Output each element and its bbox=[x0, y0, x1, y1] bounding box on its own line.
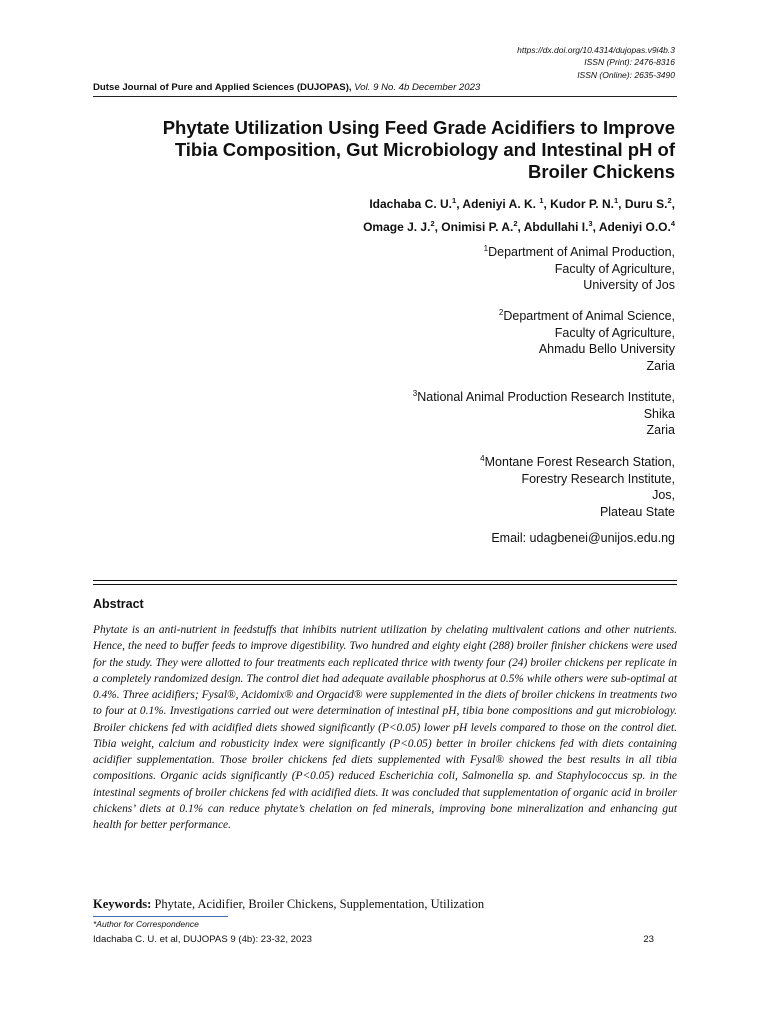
author: Idachaba C. U.$^1$, bbox=[369, 196, 463, 211]
correspondence-email[interactable]: Email: udagbenei@unijos.edu.ng bbox=[491, 531, 675, 545]
journal-volume: Vol. 9 No. 4b December 2023 bbox=[354, 82, 481, 93]
author: Kudor P. N.$^1$, bbox=[550, 196, 625, 211]
footer-citation: Idachaba C. U. et al, DUJOPAS 9 (4b): 23-32, 2023 bbox=[93, 934, 312, 945]
abstract-body: Phytate is an anti-nutrient in feedstuffs that inhibits nutrient utilization by chelating multivalent cations and other nutrients. Hence, the need to buffer feeds to improve digestibility. Two hundred and eighty eight (288) broiler finisher chickens were used for the study. They were allotted to four treatments each replicated thrice with twenty four (24) broiler chickens per replicate in a completely randomized design. The control diet had adequate available phosphorus at 0.5% while others were sub-optimal at 0.4%. Three acidifiers; Fysal®, Acidomix® and Orgacid® were supplemented in the diets of broiler chickens in treatments two to four at 0.1%. Investigations carried out were determination of intestinal pH, tibia bone compositions and gut microbiology. Broiler chickens fed with acidified diets showed significantly (P<0.05) lower pH levels compared to those on the control diet. Tibia weight, calcium and robusticity index were significantly (P<0.05) better in broiler chickens fed with diets containing acidifier supplementation. Those broiler chickens fed diets supplemented with Fysal® showed the best results in all tibia compositions. Organic acids significantly (P<0.05) reduced Escherichia coli, Salmonella sp. and Staphylococcus sp. in the intestinal segments of broiler chickens fed with acidified diets. It was concluded that supplementation of organic acid in broiler chickens’ diets at 0.1% can reduce phytate’s chelation on fed minerals, improving bone mineralization and enhancing gut health for better performance. bbox=[93, 624, 677, 831]
issn-online: ISSN (Online): 2635-3490 bbox=[577, 69, 675, 80]
publication-meta bbox=[517, 44, 675, 81]
author-list bbox=[115, 191, 675, 237]
author: Onimisi P. A.$^2$, bbox=[441, 219, 524, 234]
author: Adeniyi A. K. $^1$, bbox=[462, 196, 551, 211]
author: Adeniyi O.O.$^4$ bbox=[598, 219, 675, 234]
footnote-rule bbox=[93, 916, 228, 917]
author: Duru S.$^2$, bbox=[624, 196, 675, 211]
doi-link[interactable]: https://dx.doi.org/10.4314/dujopas.v9i4b.3 bbox=[517, 45, 675, 55]
issn-print: ISSN (Print): 2476-8316 bbox=[584, 57, 675, 68]
page-number: 23 bbox=[643, 934, 654, 945]
paper-title: Phytate Utilization Using Feed Grade Acidifiers to Improve Tibia Composition, Gut Microbiology and Intestinal pH of Broiler Chickens bbox=[162, 117, 675, 182]
author: Omage J. J.$^2$, bbox=[363, 219, 442, 234]
footnote: *Author for Correspondence bbox=[93, 919, 199, 929]
journal-header bbox=[93, 82, 677, 93]
keywords-label: Keywords: bbox=[93, 897, 152, 911]
affiliation-1: $^1$Department of Animal Production, Faculty of Agriculture, University of Jos bbox=[483, 244, 675, 293]
affiliation-2: $^2$Department of Animal Science, Faculty of Agriculture, Ahmadu Bello University Zaria bbox=[498, 308, 675, 373]
abstract-heading: Abstract bbox=[93, 597, 144, 611]
header-rule bbox=[93, 96, 677, 97]
keywords bbox=[93, 897, 484, 912]
section-divider bbox=[93, 580, 677, 585]
journal-name: Dutse Journal of Pure and Applied Sciences (DUJOPAS), bbox=[93, 82, 352, 93]
affiliation-3: $^3$National Animal Production Research Institute, Shika Zaria bbox=[412, 389, 675, 438]
author: Abdullahi I.$^3$, bbox=[523, 219, 599, 234]
affiliation-4: $^4$Montane Forest Research Station, Forestry Research Institute, Jos, Plateau State bbox=[480, 454, 675, 519]
keywords-text: Phytate, Acidifier, Broiler Chickens, Supplementation, Utilization bbox=[154, 897, 485, 911]
